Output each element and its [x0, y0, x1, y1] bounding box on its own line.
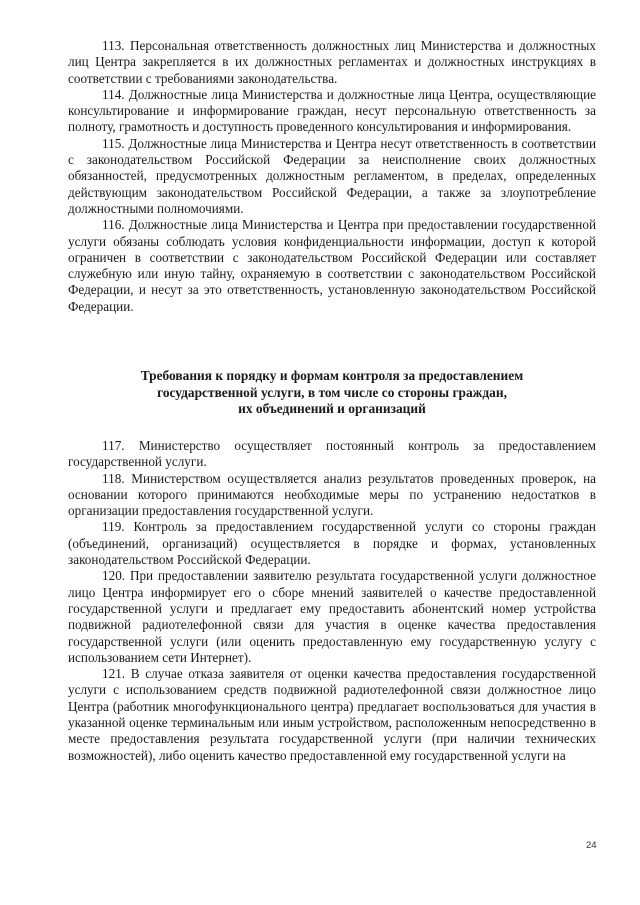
- paragraph-114: 114. Должностные лица Министерства и должностные лица Центра, осуществляющие консультирование и информирование граждан, несут персональную ответственность за полноту, грамотность и доступность проведенного консультирования и информирования.: [68, 86, 596, 135]
- paragraph-121: 121. В случае отказа заявителя от оценки качества предоставления государственной услуги с использованием средств подвижной радиотелефонной связи должностное лицо Центра (работник многофункционального центра) предлагает воспользоваться для участия в указанной оценке терминальным или иным устройством, расположенным непосредственно в месте предоставления результата государственной услуги (при наличии технических возможностей), либо оценить качество предоставленной ему государственной услуги на: [68, 666, 596, 763]
- heading-line-3: их объединений и организаций: [238, 401, 426, 416]
- section-responsibility: [68, 38, 596, 315]
- page-number: 24: [586, 840, 597, 851]
- heading-line-2: государственной услуги, в том числе со стороны граждан,: [157, 384, 507, 400]
- paragraph-113: 113. Персональная ответственность должностных лиц Министерства и должностных лиц Центра закрепляется в их должностных регламентах и должностных инструкциях в соответствии с требованиями законодательства.: [68, 38, 596, 86]
- paragraph-118: 118. Министерством осуществляется анализ результатов проведенных проверок, на основании которого принимаются необходимые меры по устранению недостатков в организации предоставления государственной услуги.: [68, 470, 596, 519]
- paragraph-116: 116. Должностные лица Министерства и Центра при предоставлении государственной услуги обязаны соблюдать условия конфиденциальности информации, доступ к которой ограничен в соответствии с законодательством Российской Федерации или составляет служебную или иную тайну, охраняемую в соответствии с законодательством Российской Федерации, и несут за это ответственность, установленную законодательством Российской Федерации.: [68, 217, 596, 314]
- paragraph-117: 117. Министерство осуществляет постоянный контроль за предоставлением государственной услуги.: [68, 438, 596, 470]
- paragraph-119: 119. Контроль за предоставлением государственной услуги со стороны граждан (объединений, организаций) осуществляется в порядке и формах, установленных законодательством Российской Федерации.: [68, 519, 596, 568]
- heading-line-1: Требования к порядку и формам контроля за предоставлением: [140, 368, 524, 383]
- paragraph-115: 115. Должностные лица Министерства и Центра несут ответственность в соответствии с законодательством Российской Федерации за неисполнение своих должностных обязанностей, предусмотренных должностным регламентом, в пределах, определенных действующим законодательством Российской Федерации, а также за злоупотребление должностными полномочиями.: [68, 135, 596, 216]
- paragraph-120: 120. При предоставлении заявителю результата государственной услуги должностное лицо Центра информирует его о сборе мнений заявителей о качестве предоставленной государственной услуги и предлагает ему предоставить абонентский номер устройства подвижной радиотелефонной связи для участия в оценке качества предоставления государственной услуги (или оценить предоставленную ему государственную услугу с использованием сети Интернет).: [68, 568, 596, 665]
- section-control: [68, 438, 596, 764]
- section-heading: [68, 368, 596, 418]
